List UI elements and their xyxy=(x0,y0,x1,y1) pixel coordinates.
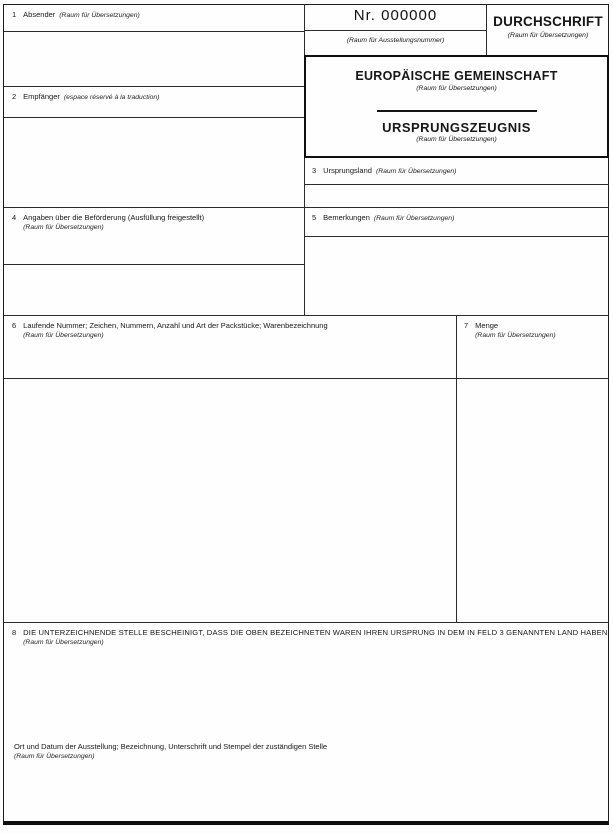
field-title: DIE UNTERZEICHNENDE STELLE BESCHEINIGT, DASS DIE OBEN BEZEICHNETEN WAREN IHREN URSPRUNG IN DEM IN FELD 3 GENANNTEN LAND HABEN xyxy=(23,628,608,637)
field-note: (Raum für Übersetzungen) xyxy=(23,638,104,646)
field-1-absender-label xyxy=(12,10,140,20)
footer-note: (Raum für Übersetzungen) xyxy=(14,753,95,760)
field-note: (Raum für Übersetzungen) xyxy=(23,223,104,231)
field-number: 3 xyxy=(312,166,317,175)
field-title: Empfänger xyxy=(23,92,60,101)
line-field1-label xyxy=(4,31,304,32)
field-number: 2 xyxy=(12,92,17,101)
line-field1-bottom xyxy=(4,86,304,87)
serial-number: Nr. 000000 xyxy=(353,7,438,24)
community-title-note: (Raum für Übersetzungen) xyxy=(416,85,497,92)
line-field4-label xyxy=(4,264,304,265)
field-8-statement-label xyxy=(12,628,607,647)
certificate-title: URSPRUNGSZEUGNIS xyxy=(382,120,531,135)
copy-label-note: (Raum für Übersetzungen) xyxy=(507,32,589,39)
field-6-warenbezeichnung-label xyxy=(12,321,328,340)
column-divider-main xyxy=(304,4,305,315)
field-note: (Raum für Übersetzungen) xyxy=(375,168,457,175)
field-note: (Raum für Übersetzungen) xyxy=(373,215,455,222)
field-7-menge-label xyxy=(464,321,556,340)
field-title: Ursprungsland xyxy=(323,166,372,175)
field-note: (Raum für Übersetzungen) xyxy=(475,331,556,339)
copy-label: DURCHSCHRIFT xyxy=(493,14,603,29)
divider-goods-quantity xyxy=(456,315,457,622)
field-number: 6 xyxy=(12,321,17,330)
field-note: (espace réservé à la traduction) xyxy=(63,94,160,101)
field-3-ursprungsland-label xyxy=(312,166,456,176)
line-row3-bottom xyxy=(4,315,609,316)
line-field2-label xyxy=(4,117,304,118)
line-serial-label xyxy=(304,30,487,31)
field-title: Laufende Nummer; Zeichen, Nummern, Anzahl und Art der Packstücke; Warenbezeichnung xyxy=(23,321,328,330)
community-title: EUROPÄISCHE GEMEINSCHAFT xyxy=(355,69,558,83)
field-title: Absender xyxy=(23,10,56,19)
field-number: 5 xyxy=(312,213,317,222)
footer-title: Ort und Datum der Ausstellung; Bezeichnung, Unterschrift und Stempel der zuständigen Stelle xyxy=(14,742,328,751)
field-5-bemerkungen-label xyxy=(312,213,454,223)
line-field5-label xyxy=(304,236,609,237)
field-title: Bemerkungen xyxy=(323,213,370,222)
field-number: 7 xyxy=(464,321,469,330)
line-field67-label xyxy=(4,378,609,379)
field-number: 4 xyxy=(12,213,17,222)
serial-number-note: (Raum für Ausstellungsnummer) xyxy=(346,37,445,44)
certificate-title-note: (Raum für Übersetzungen) xyxy=(416,136,497,143)
field-title: Menge xyxy=(475,321,499,330)
field-2-empfaenger-label xyxy=(12,92,159,102)
title-divider xyxy=(377,110,537,112)
field-4-befoerderung-label xyxy=(12,213,204,232)
field-number: 1 xyxy=(12,10,17,19)
field-number: 8 xyxy=(12,628,17,637)
line-row2-bottom xyxy=(4,207,609,208)
field-note: (Raum für Übersetzungen) xyxy=(23,331,104,339)
field-title: Angaben über die Beförderung (Ausfüllung freigestellt) xyxy=(23,213,205,222)
field-note: (Raum für Übersetzungen) xyxy=(59,12,140,19)
issue-place-date-label xyxy=(14,742,327,761)
line-field67-bottom xyxy=(4,622,609,623)
line-field3-label xyxy=(304,184,609,185)
